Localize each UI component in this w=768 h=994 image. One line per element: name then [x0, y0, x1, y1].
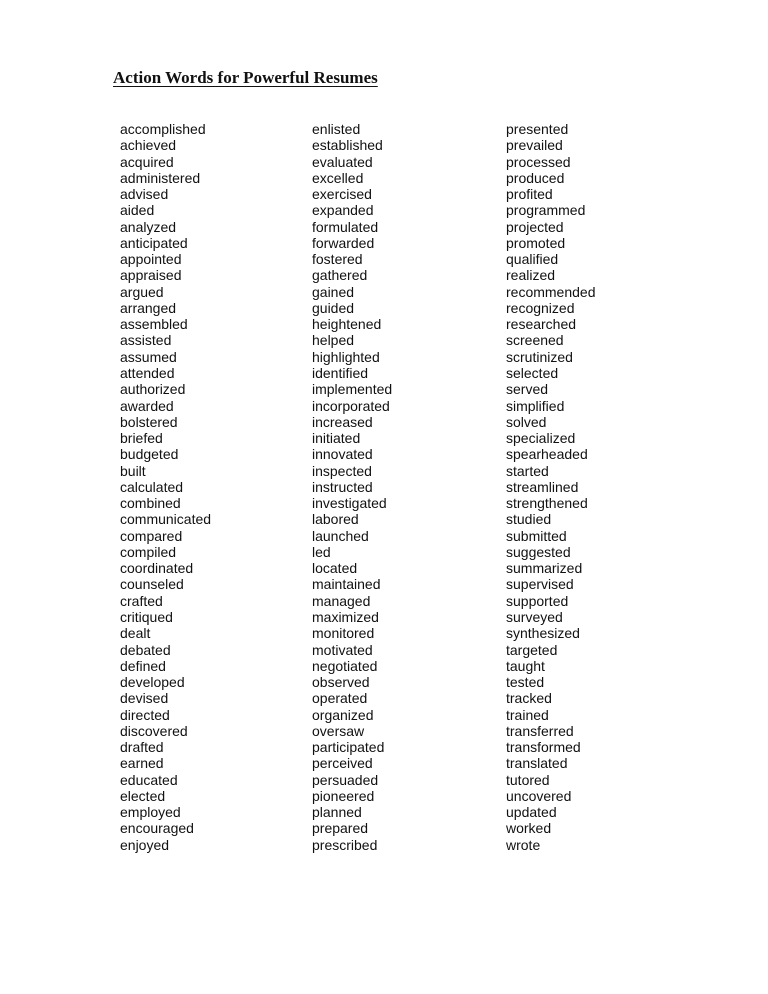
word-list-item: transformed: [506, 739, 581, 756]
word-list-item: recommended: [506, 283, 596, 300]
word-list-item: coordinated: [120, 560, 194, 577]
word-list-item: profited: [506, 186, 553, 203]
word-list-item: combined: [120, 495, 181, 512]
word-list-item: taught: [506, 657, 545, 674]
word-list-item: elected: [120, 787, 166, 804]
word-list-item: assisted: [120, 332, 172, 349]
word-list-item: oversaw: [312, 722, 365, 739]
word-list-item: formulated: [312, 218, 379, 235]
word-list-item: debated: [120, 641, 171, 658]
word-list-item: briefed: [120, 430, 163, 447]
word-list-item: persuaded: [312, 771, 379, 788]
word-list-item: led: [312, 543, 331, 560]
word-list-item: achieved: [120, 137, 177, 154]
word-list-item: translated: [506, 755, 568, 772]
word-list-item: suggested: [506, 543, 571, 560]
word-list-item: participated: [312, 739, 385, 756]
word-list-item: perceived: [312, 755, 373, 772]
word-list-item: tested: [506, 674, 545, 691]
word-list-item: exercised: [312, 186, 372, 203]
word-list-item: targeted: [506, 641, 558, 658]
word-list-item: selected: [506, 364, 559, 381]
word-list-item: helped: [312, 332, 355, 349]
word-list-item: acquired: [120, 153, 174, 170]
word-list-item: accomplished: [120, 121, 206, 137]
word-list-item: simplified: [506, 397, 565, 414]
word-list-item: compiled: [120, 543, 177, 560]
word-list-item: solved: [506, 413, 547, 430]
word-list-item: prescribed: [312, 836, 378, 853]
word-list-item: trained: [506, 706, 549, 723]
word-list-item: earned: [120, 755, 164, 772]
word-list-item: compared: [120, 527, 183, 544]
word-list-item: managed: [312, 592, 371, 609]
word-list-item: updated: [506, 804, 557, 821]
word-list-item: established: [312, 137, 383, 154]
word-list-item: strengthened: [506, 495, 588, 512]
word-list-item: arranged: [120, 299, 177, 316]
word-list-item: served: [506, 381, 549, 398]
word-list-item: scrutinized: [506, 348, 573, 365]
word-list-item: incorporated: [312, 397, 390, 414]
word-list-item: wrote: [506, 836, 541, 853]
word-list-item: evaluated: [312, 153, 373, 170]
word-list-item: summarized: [506, 560, 583, 577]
word-list-item: spearheaded: [506, 446, 588, 463]
word-list-item: built: [120, 462, 146, 479]
word-list-item: expanded: [312, 202, 374, 219]
word-list-item: enlisted: [312, 121, 361, 137]
word-list-item: awarded: [120, 397, 174, 414]
word-list-item: developed: [120, 674, 185, 691]
word-column-3: [506, 121, 596, 853]
word-list-item: screened: [506, 332, 564, 349]
word-list-item: dealt: [120, 625, 151, 642]
word-list-item: processed: [506, 153, 571, 170]
word-list-item: programmed: [506, 202, 586, 219]
word-list-item: inspected: [312, 462, 372, 479]
word-list-item: calculated: [120, 478, 184, 495]
word-list-item: counseled: [120, 576, 184, 593]
word-list-item: educated: [120, 771, 178, 788]
word-list-item: advised: [120, 186, 169, 203]
word-list-item: crafted: [120, 592, 163, 609]
word-list-item: synthesized: [506, 625, 580, 642]
word-list-item: aided: [120, 202, 155, 219]
word-list-item: highlighted: [312, 348, 380, 365]
word-list-item: analyzed: [120, 218, 177, 235]
word-list-item: studied: [506, 511, 552, 528]
word-list-item: guided: [312, 299, 355, 316]
word-list-item: appraised: [120, 267, 182, 284]
word-list-item: planned: [312, 804, 362, 821]
word-list-item: streamlined: [506, 478, 579, 495]
word-list-item: implemented: [312, 381, 393, 398]
word-list-item: promoted: [506, 234, 566, 251]
word-list-item: prepared: [312, 820, 369, 837]
word-list-item: organized: [312, 706, 374, 723]
word-list-item: devised: [120, 690, 169, 707]
word-list-item: initiated: [312, 430, 361, 447]
word-list-item: located: [312, 560, 358, 577]
word-list-item: discovered: [120, 722, 188, 739]
word-list-item: assembled: [120, 316, 188, 333]
word-list-item: tutored: [506, 771, 550, 788]
word-list-item: forwarded: [312, 234, 375, 251]
word-list-item: specialized: [506, 430, 576, 447]
word-list-item: assumed: [120, 348, 177, 365]
word-list-item: fostered: [312, 251, 363, 268]
word-list-item: recognized: [506, 299, 575, 316]
word-list-item: identified: [312, 364, 369, 381]
word-list-item: drafted: [120, 739, 164, 756]
word-column-1: [120, 121, 211, 853]
word-list-item: anticipated: [120, 234, 188, 251]
word-list-item: budgeted: [120, 446, 179, 463]
word-list-item: operated: [312, 690, 368, 707]
word-list-item: presented: [506, 121, 569, 137]
word-list-item: increased: [312, 413, 373, 430]
word-list-item: researched: [506, 316, 577, 333]
word-list-item: encouraged: [120, 820, 194, 837]
word-list-item: pioneered: [312, 787, 375, 804]
word-list-item: monitored: [312, 625, 375, 642]
word-list-item: gathered: [312, 267, 368, 284]
word-list-item: bolstered: [120, 413, 178, 430]
word-list-item: maintained: [312, 576, 381, 593]
word-list-item: critiqued: [120, 608, 173, 625]
word-list-item: observed: [312, 674, 370, 691]
word-list-item: innovated: [312, 446, 373, 463]
word-list-item: authorized: [120, 381, 186, 398]
word-list-item: supervised: [506, 576, 574, 593]
word-list-item: instructed: [312, 478, 373, 495]
word-list-item: directed: [120, 706, 170, 723]
word-list-item: argued: [120, 283, 164, 300]
word-list-item: produced: [506, 169, 565, 186]
word-list-item: transferred: [506, 722, 574, 739]
word-list-item: appointed: [120, 251, 182, 268]
document-title: Action Words for Powerful Resumes: [113, 68, 378, 87]
word-list-item: projected: [506, 218, 564, 235]
word-list-item: heightened: [312, 316, 382, 333]
word-column-2: [312, 121, 392, 853]
word-list-item: excelled: [312, 169, 364, 186]
word-list-item: qualified: [506, 251, 559, 268]
word-list-item: realized: [506, 267, 556, 284]
word-list-item: attended: [120, 364, 175, 381]
word-list-item: motivated: [312, 641, 373, 658]
word-list-item: launched: [312, 527, 369, 544]
word-list-item: negotiated: [312, 657, 378, 674]
word-list-item: maximized: [312, 608, 379, 625]
word-list-item: worked: [506, 820, 552, 837]
word-list-item: defined: [120, 657, 166, 674]
word-list-item: gained: [312, 283, 355, 300]
word-list-item: tracked: [506, 690, 552, 707]
word-list-item: surveyed: [506, 608, 563, 625]
word-list-item: administered: [120, 169, 201, 186]
word-list-item: uncovered: [506, 787, 572, 804]
word-list-item: investigated: [312, 495, 387, 512]
word-list-item: supported: [506, 592, 569, 609]
word-list-item: prevailed: [506, 137, 563, 154]
word-list-item: submitted: [506, 527, 567, 544]
word-list-item: labored: [312, 511, 359, 528]
word-list-item: communicated: [120, 511, 212, 528]
word-list-item: employed: [120, 804, 181, 821]
word-list-item: started: [506, 462, 549, 479]
word-list-item: enjoyed: [120, 836, 170, 853]
